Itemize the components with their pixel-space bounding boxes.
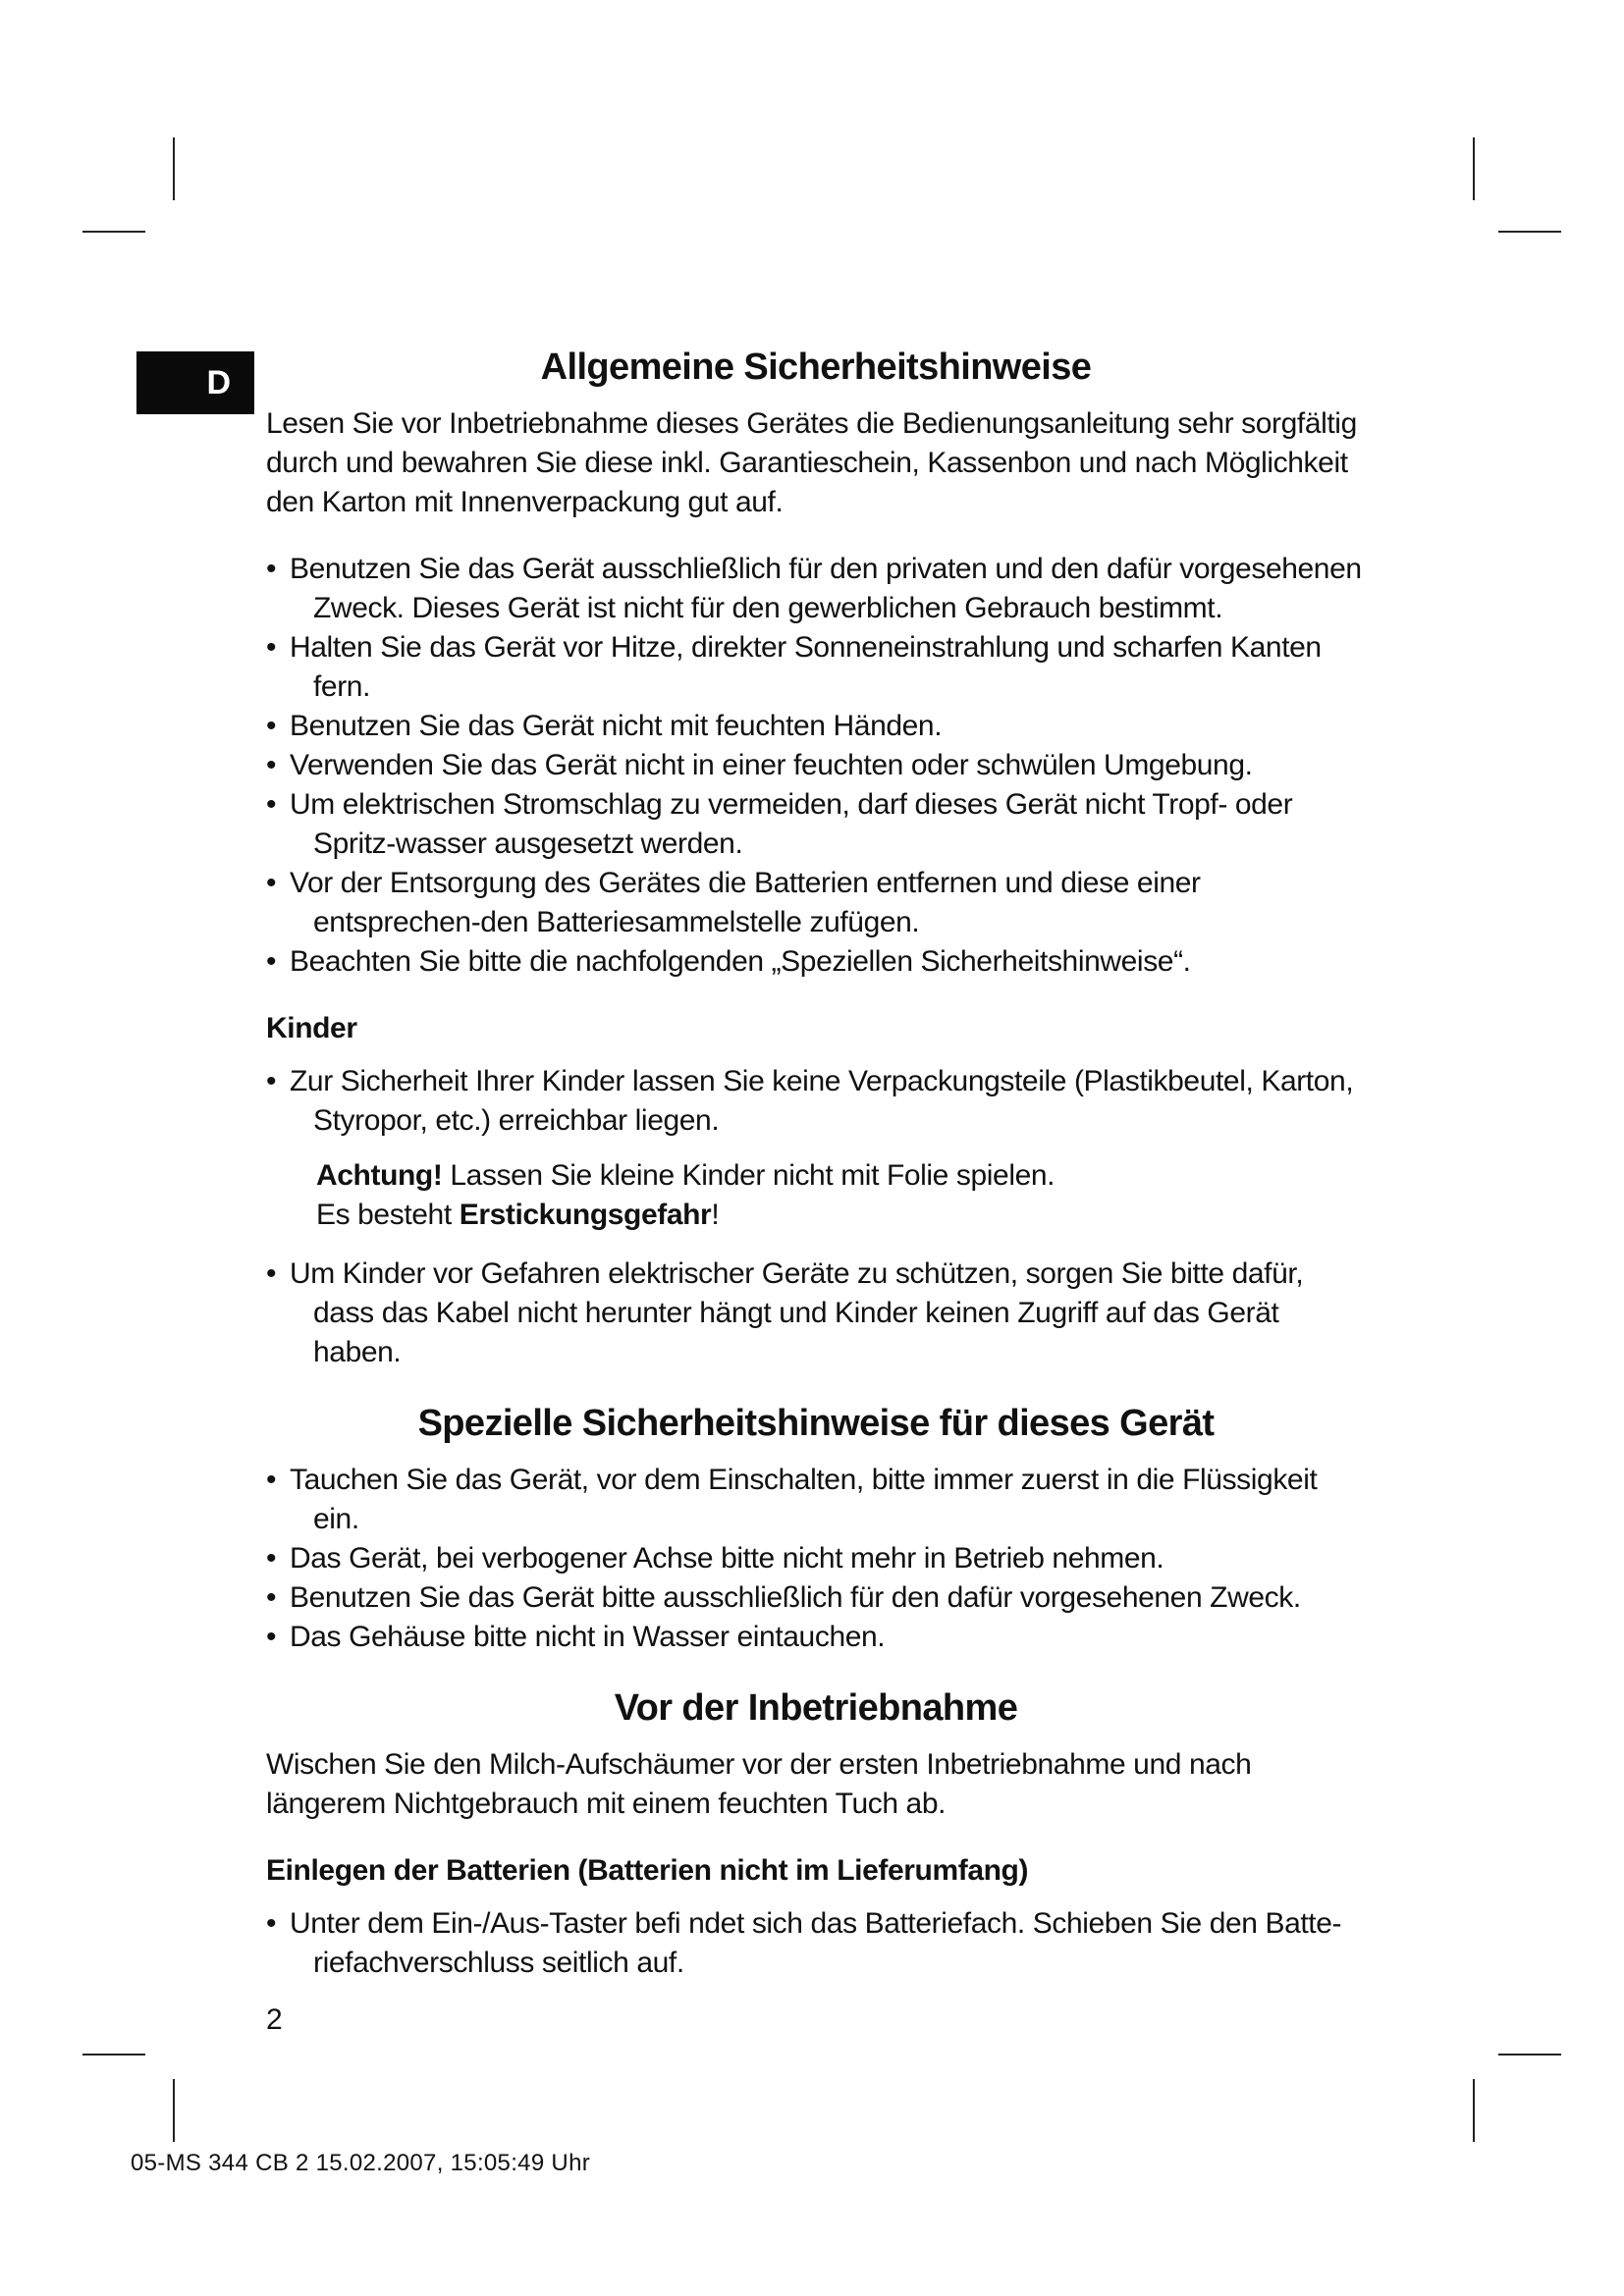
section-title-general-safety: Allgemeine Sicherheitshinweise (540, 347, 1092, 388)
section-title-special-safety: Spezielle Sicherheitshinweise für dieses Gerät (417, 1403, 1215, 1444)
crop-mark-top-left-vertical (173, 137, 175, 200)
list-item: • Tauchen Sie das Gerät, vor dem Einschalten, bitte immer zuerst in die Flüssigkeit ein. (266, 1461, 1366, 1539)
print-footer: 05-MS 344 CB 2 15.02.2007, 15:05:49 Uhr (131, 2150, 591, 2176)
crop-mark-top-left-horizontal (82, 231, 145, 233)
page-number: 2 (266, 2003, 283, 2036)
list-item: • Zur Sicherheit Ihrer Kinder lassen Sie keine Verpackungsteile (Plastikbeutel, Karton, Styropor, etc.) erreichbar liegen. (266, 1062, 1366, 1141)
subsection-title-kinder: Kinder (266, 1012, 357, 1044)
list-item: • Benutzen Sie das Gerät nicht mit feuchten Händen. (266, 707, 1366, 746)
warning-text: Lassen Sie kleine Kinder nicht mit Folie spielen. (442, 1159, 1056, 1192)
general-safety-intro: Lesen Sie vor Inbetriebnahme dieses Gerätes die Bedienungsanleitung sehr sorgfältig durch und bewahren Sie diese inkl. Garantieschein, Kassenbon und nach Möglichkeit den Karton mit Innenverpackung gut auf. (266, 407, 1357, 518)
subsection-title-batteries: Einlegen der Batterien (Batterien nicht im Lieferumfang) (266, 1854, 1029, 1887)
before-use-intro: Wischen Sie den Milch-Aufschäumer vor der ersten Inbetriebnahme und nach längerem Nichtgebrauch mit einem feuchten Tuch ab. (266, 1748, 1252, 1820)
section-title-before-use: Vor der Inbetriebnahme (614, 1687, 1018, 1729)
general-safety-list (266, 550, 1366, 982)
list-item: • Das Gehäuse bitte nicht in Wasser eintauchen. (266, 1618, 1366, 1657)
list-item: • Um Kinder vor Gefahren elektrischer Geräte zu schützen, sorgen Sie bitte dafür, dass das Kabel nicht herunter hängt und Kinder keinen Zugriff auf das Gerät haben. (266, 1255, 1366, 1372)
crop-mark-top-right-vertical (1473, 137, 1475, 200)
list-item: • Vor der Entsorgung des Gerätes die Batterien entfernen und diese einer entsprechen-den Batteriesammelstelle zufügen. (266, 864, 1366, 942)
list-item: • Um elektrischen Stromschlag zu vermeiden, darf dieses Gerät nicht Tropf- oder Spritz-wasser ausgesetzt werden. (266, 785, 1366, 864)
warning-text-end: ! (711, 1199, 720, 1231)
crop-mark-bottom-left-vertical (173, 2079, 175, 2142)
warning-notice (266, 1156, 1366, 1235)
warning-text-2: Es besteht (316, 1199, 460, 1231)
list-item: • Benutzen Sie das Gerät bitte ausschließlich für den dafür vorgesehenen Zweck. (266, 1578, 1366, 1618)
kinder-list-2 (266, 1255, 1366, 1372)
language-tab: D (136, 351, 254, 414)
warning-line-2 (316, 1196, 1366, 1235)
list-item: • Benutzen Sie das Gerät ausschließlich für den privaten und den dafür vorgesehenen Zweck. Dieses Gerät ist nicht für den gewerblichen Gebrauch bestimmt. (266, 550, 1366, 628)
page-content (266, 344, 1366, 2040)
special-safety-list (266, 1461, 1366, 1657)
list-item: • Das Gerät, bei verbogener Achse bitte nicht mehr in Betrieb nehmen. (266, 1539, 1366, 1578)
kinder-list-1 (266, 1062, 1366, 1141)
crop-mark-bottom-right-vertical (1473, 2079, 1475, 2142)
batteries-list (266, 1904, 1366, 1983)
crop-mark-bottom-right-horizontal (1498, 2054, 1561, 2056)
warning-label: Achtung! (316, 1159, 443, 1192)
list-item: • Unter dem Ein-/Aus-Taster befi ndet sich das Batteriefach. Schieben Sie den Batte-riefachverschluss seitlich auf. (266, 1904, 1366, 1983)
list-item: • Verwenden Sie das Gerät nicht in einer feuchten oder schwülen Umgebung. (266, 746, 1366, 785)
list-item: • Halten Sie das Gerät vor Hitze, direkter Sonneneinstrahlung und scharfen Kanten fern. (266, 628, 1366, 707)
crop-mark-top-right-horizontal (1498, 231, 1561, 233)
warning-hazard: Erstickungsgefahr (459, 1199, 712, 1231)
list-item: • Beachten Sie bitte die nachfolgenden „Speziellen Sicherheitshinweise“. (266, 942, 1366, 982)
crop-mark-bottom-left-horizontal (82, 2054, 145, 2056)
warning-line-1 (316, 1156, 1366, 1196)
